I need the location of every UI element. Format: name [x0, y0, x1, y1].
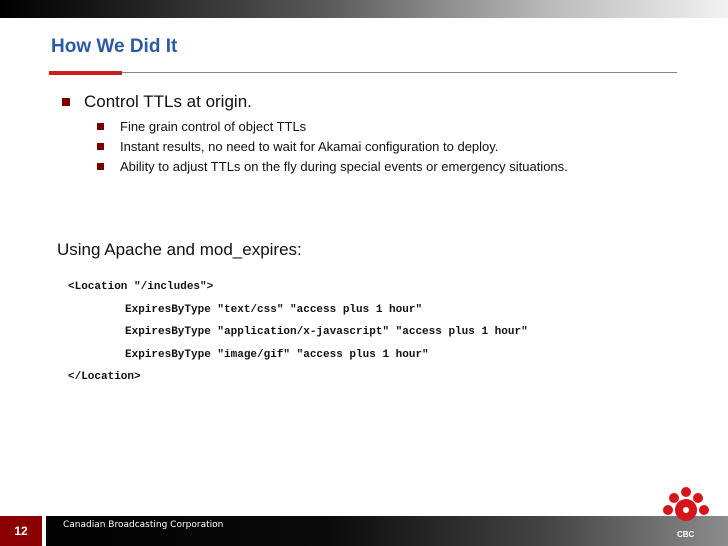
code-line: ExpiresByType "image/gif" "access plus 1 hour"	[125, 348, 429, 361]
footer-separator	[42, 516, 46, 546]
main-bullet-text: Control TTLs at origin.	[84, 92, 252, 111]
code-line: ExpiresByType "application/x-javascript" "access plus 1 hour"	[125, 326, 528, 338]
sub-bullet	[97, 156, 568, 176]
slide-title: How We Did It	[51, 36, 178, 57]
sub-bullet-text: Ability to adjust TTLs on the fly during special events or emergency situations.	[120, 158, 568, 174]
code-block	[68, 276, 528, 389]
code-line: </Location>	[68, 371, 141, 383]
logo-text: CBC	[677, 530, 695, 539]
organization-name: Canadian Broadcasting Corporation	[63, 520, 224, 530]
main-bullet	[62, 92, 252, 112]
square-bullet-icon	[97, 123, 104, 130]
square-bullet-icon	[62, 98, 70, 106]
sub-bullet	[97, 136, 568, 156]
title-divider	[49, 72, 677, 73]
left-margin	[0, 18, 40, 516]
title-accent-bar	[49, 71, 122, 75]
using-heading: Using Apache and mod_expires:	[57, 240, 302, 259]
sub-bullet-text: Fine grain control of object TTLs	[120, 118, 307, 134]
sub-bullet-list	[97, 116, 568, 176]
code-line: <Location "/includes">	[68, 281, 214, 293]
sub-bullet	[97, 116, 568, 136]
page-number: 12	[0, 516, 42, 546]
sub-bullet-text: Instant results, no need to wait for Akamai configuration to deploy.	[120, 138, 499, 154]
code-line: ExpiresByType "text/css" "access plus 1 hour"	[125, 303, 423, 316]
square-bullet-icon	[97, 143, 104, 150]
top-gradient-bar	[0, 0, 728, 18]
square-bullet-icon	[97, 163, 104, 170]
